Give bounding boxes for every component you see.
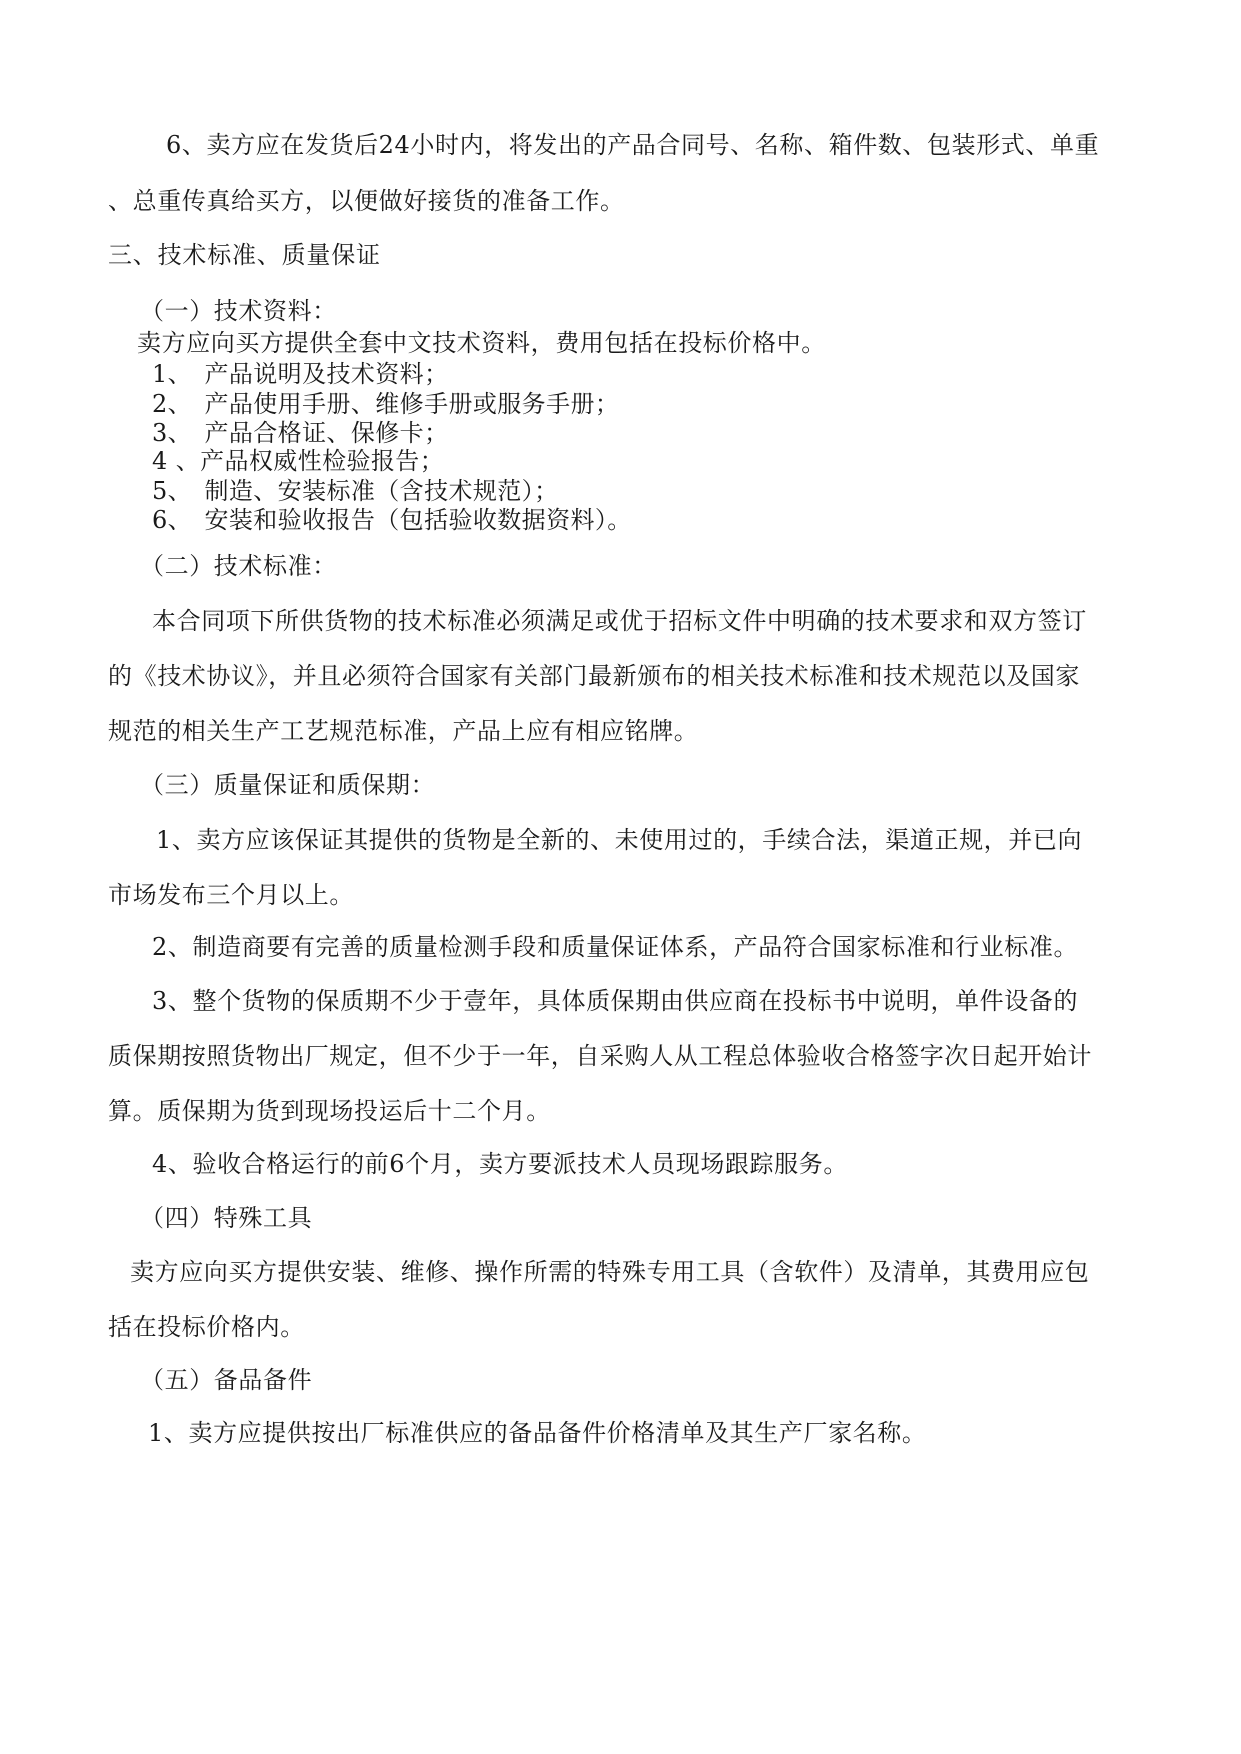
tech-standard-line-3: 规范的相关生产工艺规范标准，产品上应有相应铭牌。 bbox=[108, 717, 699, 745]
quality-p4: 4、验收合格运行的前6个月，卖方要派技术人员现场跟踪服务。 bbox=[152, 1150, 848, 1178]
section-three-heading: 三、技术标准、质量保证 bbox=[108, 241, 381, 269]
quality-p3-line-3: 算。质保期为货到现场投运后十二个月。 bbox=[108, 1097, 551, 1125]
quality-p3-line-1: 3、整个货物的保质期不少于壹年，具体质保期由供应商在投标书中说明，单件设备的 bbox=[152, 987, 1079, 1015]
quality-p3-line-2: 质保期按照货物出厂规定，但不少于一年，自采购人从工程总体验收合格签字次日起开始计 bbox=[108, 1042, 1092, 1070]
tech-data-intro: 卖方应向买方提供全套中文技术资料，费用包括在投标价格中。 bbox=[137, 329, 826, 357]
quality-p2: 2、制造商要有完善的质量检测手段和质量保证体系，产品符合国家标准和行业标准。 bbox=[152, 933, 1079, 961]
quality-p1-line-2: 市场发布三个月以上。 bbox=[108, 881, 354, 909]
tech-standard-line-1: 本合同项下所供货物的技术标准必须满足或优于招标文件中明确的技术要求和双方签订 bbox=[152, 607, 1087, 635]
tech-standard-heading: （二）技术标准： bbox=[140, 552, 337, 580]
tech-data-item-6: 6、 安装和验收报告（包括验收数据资料）。 bbox=[152, 506, 632, 534]
tech-data-item-4: 4 、产品权威性检验报告； bbox=[152, 447, 445, 475]
quality-heading: （三）质量保证和质保期： bbox=[140, 771, 436, 799]
item6-line1: 6、卖方应在发货后24小时内，将发出的产品合同号、名称、箱件数、包装形式、单重 bbox=[166, 131, 1100, 159]
special-tools-line-1: 卖方应向买方提供安装、维修、操作所需的特殊专用工具（含软件）及清单，其费用应包 bbox=[130, 1258, 1090, 1286]
tech-data-item-3: 3、 产品合格证、保修卡； bbox=[152, 419, 449, 447]
spare-parts-p1: 1、卖方应提供按出厂标准供应的备品备件价格清单及其生产厂家名称。 bbox=[148, 1419, 927, 1447]
tech-data-item-1: 1、 产品说明及技术资料； bbox=[152, 360, 449, 388]
tech-data-item-5: 5、 制造、安装标准（含技术规范）； bbox=[152, 477, 559, 505]
item6-line2: 、总重传真给买方，以便做好接货的准备工作。 bbox=[108, 187, 625, 215]
tech-data-heading: （一）技术资料： bbox=[140, 297, 337, 325]
quality-p1-line-1: 1、卖方应该保证其提供的货物是全新的、未使用过的，手续合法，渠道正规，并已向 bbox=[156, 826, 1083, 854]
tech-standard-line-2: 的《技术协议》，并且必须符合国家有关部门最新颁布的相关技术标准和技术规范以及国家 bbox=[108, 662, 1080, 690]
tech-data-item-2: 2、 产品使用手册、维修手册或服务手册； bbox=[152, 390, 620, 418]
spare-parts-heading: （五）备品备件 bbox=[140, 1366, 313, 1394]
special-tools-line-2: 括在投标价格内。 bbox=[108, 1313, 305, 1341]
special-tools-heading: （四）特殊工具 bbox=[140, 1204, 313, 1232]
